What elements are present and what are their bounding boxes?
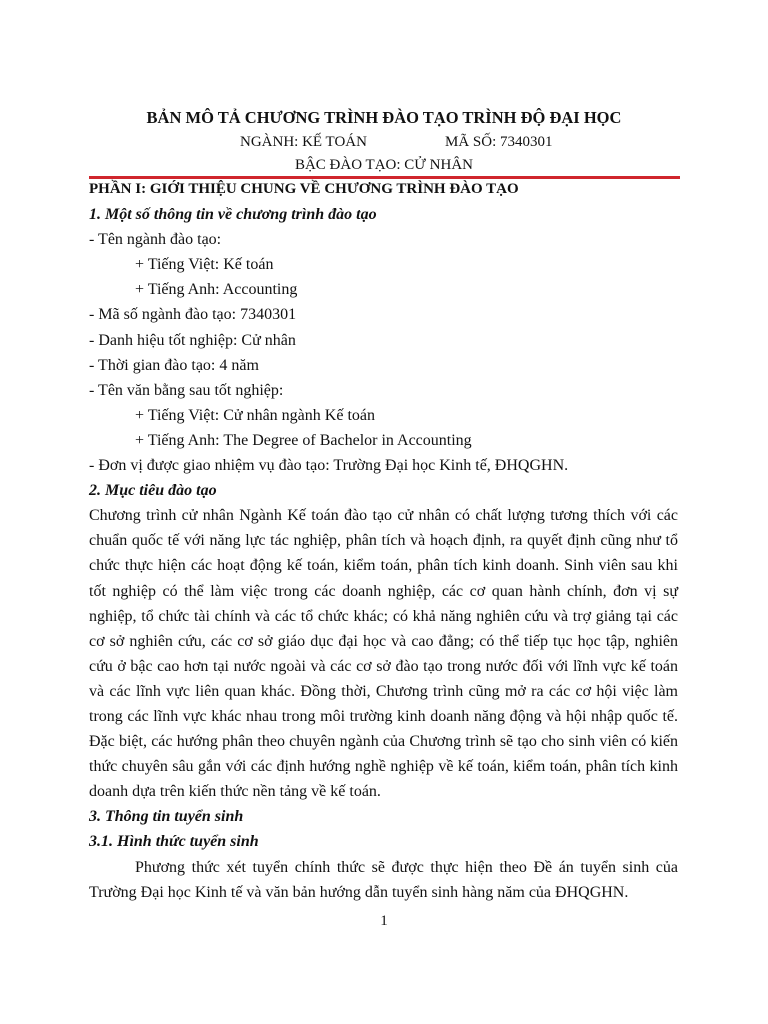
list-item: - Đơn vị được giao nhiệm vụ đào tạo: Trường Đại học Kinh tế, ĐHQGHN. [89, 457, 569, 475]
major-name: NGÀNH: KẾ TOÁN [240, 134, 367, 150]
list-item: + Tiếng Việt: Cử nhân ngành Kế toán [135, 406, 375, 424]
section-heading-objectives: 2. Mục tiêu đào tạo [89, 482, 217, 500]
list-item: - Thời gian đào tạo: 4 năm [89, 356, 259, 374]
education-level: BẬC ĐÀO TẠO: CỬ NHÂN [294, 157, 474, 173]
part-heading: PHẦN I: GIỚI THIỆU CHUNG VỀ CHƯƠNG TRÌNH ĐÀO TẠO [89, 181, 519, 197]
list-item: - Danh hiệu tốt nghiệp: Cử nhân [89, 331, 296, 349]
admission-paragraph: Phương thức xét tuyển chính thức sẽ được thực hiện theo Đề án tuyển sinh của Trường Đại học Kinh tế và văn bản hướng dẫn tuyển sinh hàng năm của ĐHQGHN. [89, 858, 678, 901]
document-title: BẢN MÔ TẢ CHƯƠNG TRÌNH ĐÀO TẠO TRÌNH ĐỘ ĐẠI HỌC [146, 108, 622, 127]
list-item: + Tiếng Việt: Kế toán [135, 256, 274, 274]
list-item: + Tiếng Anh: Accounting [135, 281, 298, 299]
list-item: - Tên văn bằng sau tốt nghiệp: [89, 381, 284, 399]
section-heading-admission: 3. Thông tin tuyển sinh [89, 808, 244, 826]
list-item: + Tiếng Anh: The Degree of Bachelor in Accounting [135, 431, 472, 449]
subsection-heading-admission-form: 3.1. Hình thức tuyển sinh [89, 833, 259, 851]
list-item: - Mã số ngành đào tạo: 7340301 [89, 306, 297, 324]
page-number: 1 [380, 913, 388, 929]
objectives-paragraph: Chương trình cử nhân Ngành Kế toán đào tạo cử nhân có chất lượng tương thích với các chuẩn quốc tế với năng lực tác nghiệp, phân tích và hoạch định, ra quyết định cũng như tổ chức thực hiện các hoạt động kế toán, kiểm toán, phân tích kinh doanh. Sinh viên sau khi tốt nghiệp có thể làm việc trong các doanh nghiệp, các cơ quan hành chính, đơn vị sự nghiệp, tổ chức tài chính và các tổ chức khác; có khả năng nghiên cứu và trợ giảng tại các cơ sở nghiên cứu, các cơ sở giáo dục đại học và cao đẳng; có thể tiếp tục học tập, nghiên cứu ở bậc cao hơn tại nước ngoài và các cơ sở đào tạo trong nước đối với lĩnh vực kế toán và các lĩnh vực liên quan khác. Đồng thời, Chương trình cũng mở ra các cơ hội việc làm trong các lĩnh vực khác nhau trong môi trường kinh doanh năng động và hội nhập quốc tế. Đặc biệt, các hướng phân theo chuyên ngành của Chương trình sẽ tạo cho sinh viên có kiến thức chuyên sâu gắn với các định hướng nghề nghiệp về kế toán, kiểm toán, phân tích kinh doanh dựa trên kiến thức nền tảng về kế toán. [89, 507, 678, 801]
list-item: - Tên ngành đào tạo: [89, 231, 222, 249]
major-code: MÃ SỐ: 7340301 [445, 134, 553, 150]
document-body [89, 177, 678, 905]
section-heading-general-info: 1. Một số thông tin về chương trình đào tạo [89, 206, 377, 224]
